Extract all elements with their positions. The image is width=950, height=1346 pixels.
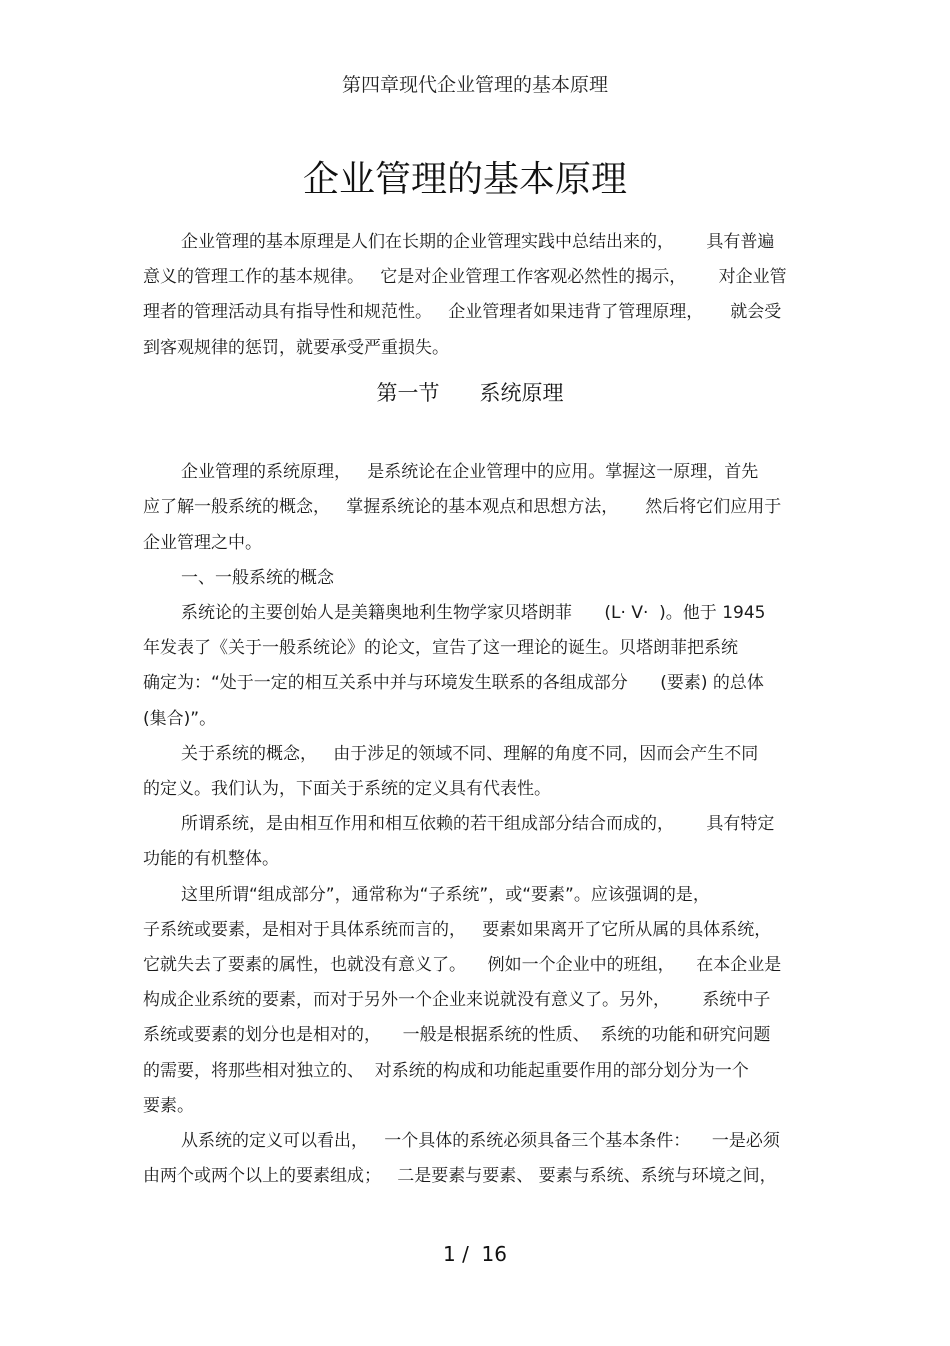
section-heading: 第一节 系统原理: [376, 381, 564, 405]
body-line: 企业管理的系统原理， 是系统论在企业管理中的应用。掌握这一原理，首先: [181, 462, 759, 482]
body-line: 由两个或两个以上的要素组成； 二是要素与要素、 要素与系统、系统与环境之间，: [143, 1166, 777, 1186]
intro-line: 理者的管理活动具有指导性和规范性。 企业管理者如果违背了管理原理， 就会受: [143, 302, 782, 322]
body-line: 企业管理之中。: [143, 533, 262, 553]
body-line: 系统或要素的划分也是相对的， 一般是根据系统的性质、 系统的功能和研究问题: [143, 1025, 771, 1045]
intro-line: 意义的管理工作的基本规律。 它是对企业管理工作客观必然性的揭示， 对企业管: [143, 267, 787, 287]
body-line: 的需要，将那些相对独立的、 对系统的构成和功能起重要作用的部分划分为一个: [143, 1061, 749, 1081]
body-line: 构成企业系统的要素，而对于另外一个企业来说就没有意义了。另外， 系统中子: [143, 990, 771, 1010]
intro-line: 企业管理的基本原理是人们在长期的企业管理实践中总结出来的， 具有普遍: [181, 232, 775, 252]
body-line: 应了解一般系统的概念， 掌握系统论的基本观点和思想方法， 然后将它们应用于: [143, 497, 782, 517]
body-line: 年发表了《关于一般系统论》的论文，宣告了这一理论的诞生。贝塔朗菲把系统: [143, 638, 738, 658]
body-line: 子系统或要素，是相对于具体系统而言的， 要素如果离开了它所从属的具体系统，: [143, 920, 772, 940]
body-line: 要素。: [143, 1096, 194, 1116]
body-line: 这里所谓“组成部分”，通常称为“子系统”，或“要素”。应该强调的是，: [181, 885, 710, 905]
running-header: 第四章现代企业管理的基本原理: [341, 74, 608, 96]
body-line: 确定为：“处于一定的相互关系中并与环境发生联系的各组成部分 (要素) 的总体: [143, 673, 764, 693]
subsection-heading: 一、一般系统的概念: [181, 568, 334, 588]
page-number: 1 / 16: [443, 1242, 507, 1266]
body-line: 所谓系统，是由相互作用和相互依赖的若干组成部分结合而成的， 具有特定: [181, 814, 775, 834]
body-line: 系统论的主要创始人是美籍奥地利生物学家贝塔朗菲 (L· V· )。他于 1945: [181, 603, 766, 623]
document-title: 企业管理的基本原理: [302, 159, 627, 200]
body-line: 从系统的定义可以看出， 一个具体的系统必须具备三个基本条件： 一是必须: [181, 1131, 780, 1151]
body-line: 它就失去了要素的属性，也就没有意义了。 例如一个企业中的班组， 在本企业是: [143, 955, 782, 975]
intro-line: 到客观规律的惩罚，就要承受严重损失。: [143, 338, 449, 358]
body-line: (集合)”。: [143, 709, 217, 729]
body-line: 关于系统的概念， 由于涉足的领域不同、理解的角度不同，因而会产生不同: [181, 744, 759, 764]
body-line: 功能的有机整体。: [143, 849, 279, 869]
body-line: 的定义。我们认为，下面关于系统的定义具有代表性。: [143, 779, 551, 799]
